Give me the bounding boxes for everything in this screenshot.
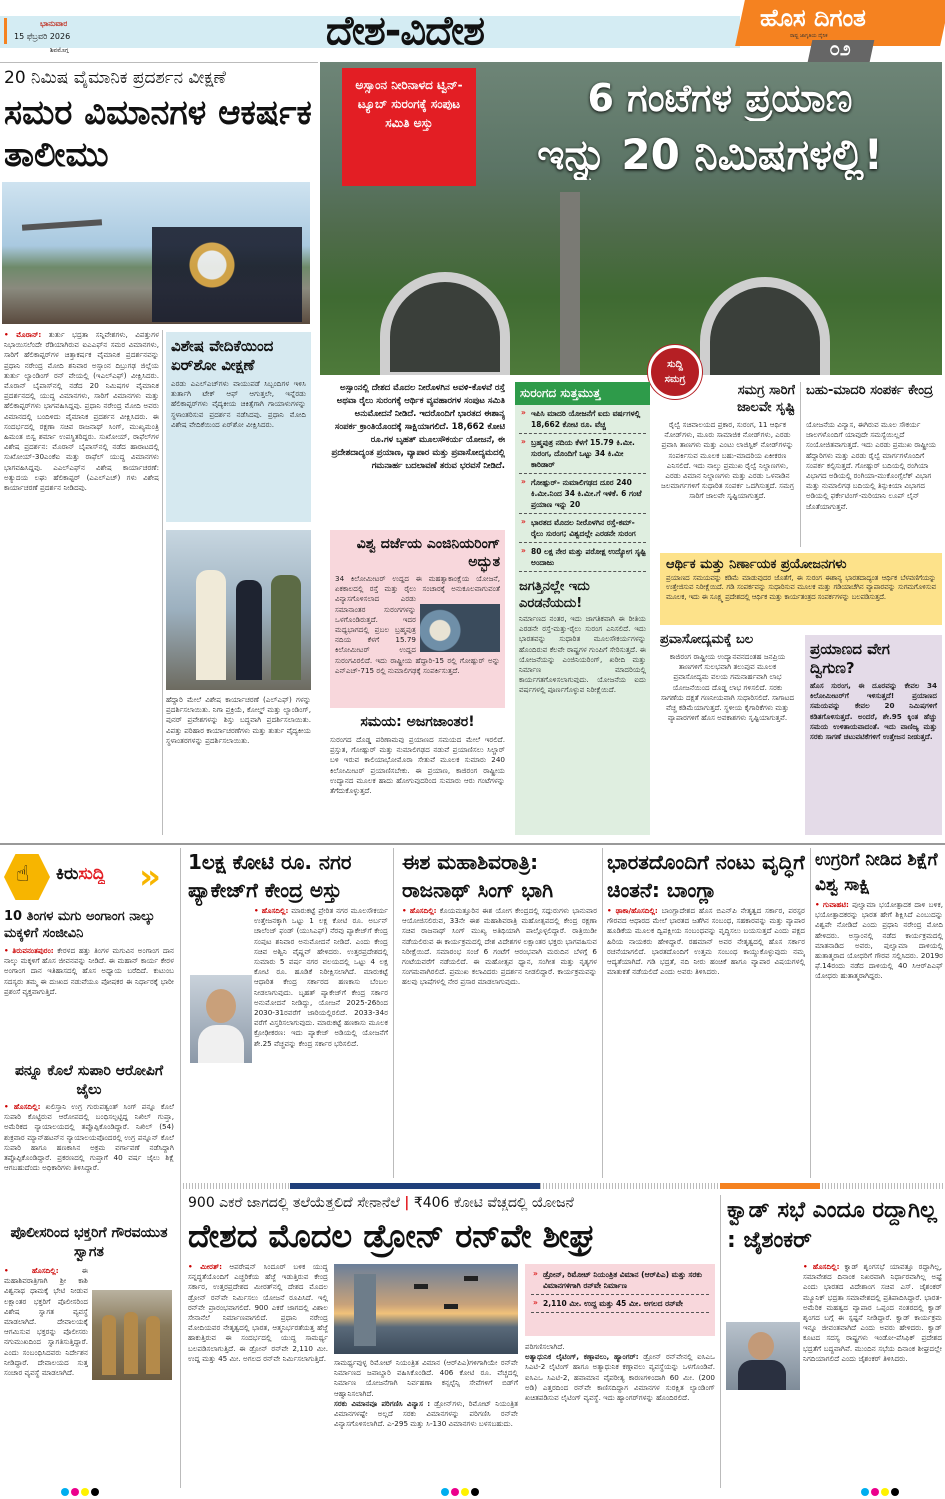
kicker-separator: | [404, 1195, 410, 1211]
kirusuddi-logo: ☝ ಕಿರುಸುದ್ದಿ » [4, 852, 174, 902]
modi-photo-caption: ಹೆದ್ದಾರಿ ಮೇಲೆ ವಿಶೇಷ ಕಾರ್ಯಾಚರಣೆ (ಎಲ್‌ಎಫ್) ಗಳನ್ನು ಪ್ರದರ್ಶಿಸಲಾಯಿತು. ನಿಗಾ ಪ್ರಕ್ರಿಯೆ, ಕೋಲ್ಡ್ ಮತ್ತು ಲ್ಯಾಂಡಿಂಗ್, ಪುನರ್ ಪ್ರವೇಶಗಳನ್ನು ಶಿಸ್ತು ಬದ್ಧವಾಗಿ ಪ್ರದರ್ಶಿಸಲಾಯಿತು. ವಿಪತ್ತು ಪರಿಹಾರ ಕಾರ್ಯಾಚರಣೆಗಳು ಮತ್ತು ತುರ್ತು ವೈದ್ಯಕೀಯ ಸ್ಥಳಾಂತರಗಳನ್ನು ಪ್ರದರ್ಶಿಸಲಾಯಿತು. [166, 695, 311, 745]
drone-fact-item: » ಡ್ರೋನ್, ರಿಮೋಟ್ ನಿಯಂತ್ರಿತ ವಿಮಾನ (ಆರ್‌ಪಿಎ) ಮತ್ತು ಸರಕು ವಿಮಾನಗಳಿಗಾಗಿ ರನ್‌ವೇ ನಿರ್ಮಾಣ [531, 1266, 709, 1295]
kirusuddi-s3-body [4, 1266, 88, 1486]
vaishnaw-photo [190, 975, 252, 1063]
news-story [607, 848, 805, 1178]
airshow-body-text: ತುರ್ತು ಭದ್ರತಾ ಸನ್ನಿವೇಶಗಳು, ವಿಪತ್ತುಗಳ ನಿಭಾಯಿಸಲೆಂದೇ ರೆಡಿಯಾಗಿರುವ ಐಎಎಫ್‌ನ ಸಮರ ವಿಮಾನಗಳು, ಸಾರಿಗೆ ಹೆಲಿಕಾಪ್ಟರ್‌ಗಳ ಚಿತ್ತಾಕರ್ಷಕ ವೈಮಾನಿಕ ಪ್ರದರ್ಶನವನ್ನು ಪ್ರಧಾನಿ ನರೇಂದ್ರ ಮೋದಿ ಶನಿವಾರ ಅಸ್ಸಾಂನ ದಿಬ್ರುಗಢ ಜಿಲ್ಲೆಯ ತುರ್ತು ಲ್ಯಾಂಡಿಂಗ್ ರನ್ ವೇಯಲ್ಲಿ (ಇಎಲ್‌ಎಫ್) ವೀಕ್ಷಿಸಿದರು. ಮೊರಾನ್ ಬೈಪಾಸ್‌ನಲ್ಲಿ ನಡೆದ 20 ನಿಮಿಷಗಳ ವೈಮಾನಿಕ ಪ್ರದರ್ಶನದಲ್ಲಿ ಯುದ್ಧ ವಿಮಾನಗಳು, ಸಾರಿಗೆ ವಿಮಾನಗಳು ಮತ್ತು ಹೆಲಿಕಾಪ್ಟರ್‌ಗಳು ಭಾಗವಹಿಸಿದ್ದವು. ಪ್ರಧಾನಿ ನರೇಂದ್ರ ಮೋದಿ ಅವರು ವಿಮಾನದಲ್ಲಿ ಬಂದಿಳಿದು ವೈಮಾನಿಕ ಪ್ರದರ್ಶನ ವೀಕ್ಷಿಸಿದರು. ಈ ಸಂದರ್ಭದಲ್ಲಿ ರಕ್ಷಣಾ ಸಚಿವ ರಾಜನಾಥ್ ಸಿಂಗ್, ಮುಖ್ಯಮಂತ್ರಿ ಹಿಮಂತ ಬಿಸ್ವ ಶರ್ಮಾ ಉಪಸ್ಥಿತರಿದ್ದರು. ಸುಖೋಯ್, ರಾಫೆಲ್‌ಗಳ ವಿಶೇಷ ಪ್ರದರ್ಶನ: ಮೊರಾನ್ ಬೈಪಾಸ್‌ನಲ್ಲಿ ನಡೆದ ಹಾರಾಟದಲ್ಲಿ ಸುಖೋಯ್-30ಎಂಕೆಐ ಮತ್ತು ರಾಫೆಲ್ ಯುದ್ಧ ವಿಮಾನಗಳು ಭಾಗವಹಿಸಿದ್ದವು. ಎಎಲ್‌ಎಫ್‌ನ ವಿಶೇಷ ಕಾರ್ಯಾಚರಣೆ: ಅತ್ಯುದಯ ಲಘು ಹೆಲಿಕಾಪ್ಟರ್ (ಎಎಲ್‌ಎಚ್) ಗಳು ವಿಶೇಷ ಕಾರ್ಯಾಚರಣೆ ಪ್ರದರ್ಶನ ನೀಡಿದವು. [4, 330, 159, 493]
kirusuddi-logo-2: ಸುದ್ದಿ [78, 864, 106, 884]
hub-title: ಬಹು-ಮಾದರಿ ಸಂಪರ್ಕ ಕೇಂದ್ರ [806, 383, 934, 398]
tunnel-intro: ಅಸ್ಸಾಂನಲ್ಲಿ ದೇಶದ ಮೊದಲ ನೀರೊಳಗಿನ ಅವಳಿ-ಕೊಳವೆ ರಸ್ತೆ ಅಥವಾ ರೈಲು ಸುರಂಗಕ್ಕೆ ಆರ್ಥಿಕ ವ್ಯವಹಾರಗಳ ಸಂಪುಟ ಸಮಿತಿ ಅನುಮೋದನೆ ನೀಡಿದೆ. ಇದರೊಂದಿಗೆ ಭಾರತದ ಈಶಾನ್ಯ ಸಂಪರ್ಕ ಕ್ರಾಂತಿಯೊಂದಕ್ಕೆ ಸಾಕ್ಷಿಯಾಗಲಿದೆ. 18,662 ಕೋಟಿ ರೂ.ಗಳ ಬೃಹತ್ ಮೂಲಸೌಕರ್ಯ ಯೋಜನೆ, ಈ ಪ್ರದೇಶದಾದ್ಯಂತ ಪ್ರಯಾಣ, ವ್ಯಾಪಾರ ಮತ್ತು ಪ್ರವಾಸೋದ್ಯಮದಲ್ಲಿ ಗಮನಾರ್ಹ ಬದಲಾವಣೆ ತರುವ ಭರವಸೆ ನೀಡಿದೆ. [331, 383, 505, 471]
news-headline: ಭಾರತದೊಂದಿಗೆ ನಂಟು ವೃದ್ಧಿಗೆ ಚಿಂತನೆ: ಬಾಂಗ್ಲಾ [607, 850, 805, 902]
kirusuddi-s3-text: ಈ ಮಹಾಶಿವರಾತ್ರಿಗಾಗಿ ಶ್ರೀ ಕಾಶಿ ವಿಶ್ವನಾಥ ಧಾಮಕ್ಕೆ ಭೇಟಿ ನೀಡುವ ಲಕ್ಷಾಂತರ ಭಕ್ತರಿಗೆ ಪೊಲೀಸರಿಂದ ವಿಶೇಷ ಸ್ವಾಗತ ವ್ಯವಸ್ಥೆ ಮಾಡಲಾಗಿದೆ. ದೇವಾಲಯಕ್ಕೆ ಆಗಮಿಸುವ ಭಕ್ತರನ್ನು ಪೊಲೀಸರು ನಗುಮುಖದಿಂದ ಸ್ವಾಗತಿಸುತ್ತಿದ್ದಾರೆ. ಎಂದು ಸಂಬಂಧಿಸಿದವರು ನಿರ್ದೇಶನ ನೀಡಿದ್ದಾರೆ. ದೇವಾಲಯದ ಸುತ್ತ ಸಂಚಾರ ವ್ಯವಸ್ಥೆ ಮಾಡಲಾಗಿದೆ. [4, 1266, 88, 1378]
drone-body-3 [525, 1342, 715, 1488]
time-title: ಸಮಯ: ಅಜಗಜಾಂತರ! [360, 714, 475, 730]
page-number-label: ೦೨ [829, 38, 851, 60]
engineering-title: ವಿಶ್ವ ದರ್ಜೆಯ ಎಂಜಿನಿಯರಿಂಗ್ ಅದ್ಭುತ [356, 536, 500, 570]
news-headline: ಉಗ್ರರಿಗೆ ನೀಡಿದ ಶಿಕ್ಷೆಗೆ ವಿಶ್ವ ಸಾಕ್ಷಿ [815, 850, 938, 895]
kirusuddi-s2-text: ಖಲಿಸ್ತಾನಿ ಉಗ್ರ ಗುರುಪತ್ವಂತ್ ಸಿಂಗ್ ಪನ್ನೂ ಕೊಲೆ ಸುಪಾರಿ ಕೊಟ್ಟಿರುವ ಆರೋಪದಲ್ಲಿ ಬಂಧಿಸಲ್ಪಟ್ಟಿದ್ದ ನಿಖಿಲ್ ಗುಪ್ತಾ, ಅಮೆರಿಕದ ನ್ಯಾಯಾಲಯದಲ್ಲಿ ತಪ್ಪೊಪ್ಪಿಕೊಂಡಿದ್ದಾರೆ. ನಿಖಿಲ್ (54) ಶುಕ್ರವಾರ ಮ್ಯಾನ್‌ಹಟನ್‌ನ ನ್ಯಾಯಾಲಯವೊಂದರಲ್ಲಿ ಉಗ್ರ ಪನ್ನೂನ್ ಕೊಲೆ ಸುಪಾರಿ ಹಾಗೂ ಹಣಕಾಸಿನ ಅಕ್ರಮ ವರ್ಗಾವಣೆ ನಡೆಸಿದ್ದಾಗಿ ತಪ್ಪೊಪ್ಪಿಕೊಂಡಿದ್ದಾರೆ. ಪ್ರಕರಣದಲ್ಲಿ ಗುಪ್ತಾಗೆ 40 ವರ್ಷ ಜೈಲು ಶಿಕ್ಷೆ ಆಗಬಹುದೆಂದು ಅಧಿಕಾರಿಗಳು ತಿಳಿಸಿದ್ದಾರೆ. [4, 1102, 174, 1173]
news-story [402, 848, 597, 1178]
tourism-title: ಪ್ರವಾಸೋದ್ಯಮಕ್ಕೆ ಬಲ [660, 632, 754, 647]
tunnel-headline-1: 6 ಗಂಟೆಗಳ ಪ್ರಯಾಣ [587, 76, 853, 120]
kirusuddi-s3-dateline: • ಹೊಸದಿಲ್ಲಿ: [4, 1266, 59, 1275]
drone-photo [334, 1264, 518, 1354]
hand-icon: ☝ [16, 862, 30, 887]
news-body-text: ಮಾರುಕಟ್ಟೆ ಪ್ರೇರಿತ ನಗರ ಮೂಲಸೌಕರ್ಯ ಉತ್ತೇಜನಕ್ಕಾಗಿ ಒಟ್ಟು 1 ಲಕ್ಷ ಕೋಟಿ ರೂ. ಅರ್ಬನ್ ಚಾಲೆಂಜ್ ಫಂಡ್ (ಯುಸಿಎಫ್) ನೆರವು ಪ್ಯಾಕೇಜ್‌ಗೆ ಕೇಂದ್ರ ಸಂಪುಟ ಶನಿವಾರ ಅನುಮೋದನೆ ನೀಡಿದೆ. ಎಂದು ಕೇಂದ್ರ ಸಚಿವ ಅಶ್ವಿನಿ ವೈಷ್ಣವ್ ಹೇಳಿದರು. ಉತ್ತರಪ್ರದೇಶದಲ್ಲಿ ಸುಮಾರು 5 ವರ್ಷ ನಗರ ವಲಯದಲ್ಲಿ ಒಟ್ಟು 4 ಲಕ್ಷ ಕೋಟಿ ರೂ. ಹೂಡಿಕೆ ನಿರೀಕ್ಷಿಸಲಾಗಿದೆ. ಮಾರುಕಟ್ಟೆ ಆಧಾರಿತ ಕೇಂದ್ರ ಸರ್ಕಾರದ ಹಣಕಾಸು ಬೆಂಬಲ ನೀಡಲಾಗುವುದು. ಬೃಹತ್ ಪ್ಯಾಕೇಜ್‌ಗೆ ಕೇಂದ್ರ ಸರ್ಕಾರ ಅನುಮೋದನೆ ನೀಡಿದ್ದು, ಯೋಜನೆ 2025-26ರಿಂದ 2030-31ರವರೆಗೆ ಜಾರಿಯಲ್ಲಿರಲಿದೆ. 2033-34ರ ವರೆಗೆ ವಿಸ್ತರಿಸಲಾಗುವುದು. ಮಾರುಕಟ್ಟೆ ಹಣಕಾಸು ಮೂಲಕ ಕ್ರೋಢೀಕರಣ: ಇದು ಪ್ಯಾಕೇಜ್ ಅಡಿಯಲ್ಲಿ ಯೋಜನೆಗೆ ಶೇ.25 ವೆಚ್ಚವನ್ನು ಕೇಂದ್ರ ಸರ್ಕಾರ ಭರಿಸಲಿದೆ. [254, 906, 388, 1048]
network-title: ಸಮಗ್ರ ಸಾರಿಗೆ ಜಾಲವೇ ಸೃಷ್ಟಿ [737, 383, 795, 415]
registration-marks [60, 1488, 100, 1496]
benefits-box [660, 553, 942, 625]
speed-title: ಪ್ರಯಾಣದ ವೇಗ ದ್ವಿಗುಣ? [810, 640, 890, 677]
news-body-text: ಕೊಯಮತ್ತೂರಿನ ಈಶ ಯೋಗ ಕೇಂದ್ರದಲ್ಲಿ ಸದ್ಗುರುಗಳು ಭಾನುವಾರ ಆಯೋಜಿಸಲಿರುವ, 33ನೇ ಈಶ ಮಹಾಶಿವರಾತ್ರಿ ಮಹೋತ್ಸವದಲ್ಲಿ ಕೇಂದ್ರ ರಕ್ಷಣಾ ಸಚಿವ ರಾಜನಾಥ್ ಸಿಂಗ್ ಮುಖ್ಯ ಅತಿಥಿಯಾಗಿ ಪಾಲ್ಗೊಳ್ಳಲಿದ್ದಾರೆ. ರಾತ್ರಿಯಿಡೀ ನಡೆಯಲಿರುವ ಈ ಕಾರ್ಯಕ್ರಮದಲ್ಲಿ ದೇಶ ವಿದೇಶಗಳ ಲಕ್ಷಾಂತರ ಭಕ್ತರು ಭಾಗವಹಿಸುವ ನಿರೀಕ್ಷೆಯಿದೆ. ಸಮಾರಂಭ ಸಂಜೆ 6 ಗಂಟೆಗೆ ಆರಂಭವಾಗಿ ಮರುದಿನ ಬೆಳಗ್ಗೆ 6 ಗಂಟೆಯವರೆಗೆ ನಡೆಯಲಿದೆ. ಈ ಮಹೋತ್ಸವ ಧ್ಯಾನ, ಸಂಗೀತ ಮತ್ತು ನೃತ್ಯಗಳ ಸಂಗಮವಾಗಿರಲಿದೆ. ಪ್ರಮುಖ ಕಲಾವಿದರು ಪ್ರದರ್ಶನ ನೀಡಲಿದ್ದಾರೆ. ಕಾರ್ಯಕ್ರಮವನ್ನು ಹಲವು ಭಾಷೆಗಳಲ್ಲಿ ನೇರ ಪ್ರಸಾರ ಮಾಡಲಾಗುವುದು. [402, 906, 597, 987]
registration-marks-right [860, 1488, 900, 1496]
tunnel-fact-item: » ಗೋಹ್ಪುರ್- ನುಮಾಲಿಗಢದ ದೂರ 240 ಕಿ.ಮೀ.ನಿಂದ 34 ಕಿ.ಮೀ.ಗೆ ಇಳಿಕೆ. 6 ಗಂಟೆ ಪ್ರಯಾಣ ಇನ್ನು 20 [519, 474, 646, 514]
issue-day: ಭಾನುವಾರ [40, 19, 68, 28]
kirusuddi-s3-title: ಪೊಲೀಸರಿಂದ ಭಕ್ತರಿಗೆ ಗೌರವಯುತ ಸ್ವಾಗತ [10, 1225, 168, 1260]
drone-kicker-1: 900 ಎಕರೆ ಜಾಗದಲ್ಲಿ ತಲೆಯೆತ್ತಲಿದೆ ಸೇನಾನೆಲೆ [188, 1195, 400, 1211]
benefits-title: ಆರ್ಥಿಕ ಮತ್ತು ನಿರ್ಣಾಯಕ ಪ್ರಯೋಜನಗಳು [666, 557, 847, 572]
drone-body-3-text: ಡ್ರೋನ್‌ಗಳು, ರಿಮೋಟ್ ನಿಯಂತ್ರಿತ ವಿಮಾನಗಳಷ್ಟೇ ಅಲ್ಲದೆ ಸರಕು ವಿಮಾನಗಳನ್ನು ಪರಿಗಣಿಸಿ ರನ್‌ವೇ ವಿನ್ಯಾಸಗೊಳಿಸಲಾಗಿದೆ. ಎ-295 ಮತ್ತು ಸಿ-130 ವಿಮಾನಗಳು ಬಳಸಬಹುದು. [334, 1398, 518, 1429]
drone-subhead-lighting: ಅತ್ಯಾಧುನಿಕ ಲೈಟಿಂಗ್, ಕಣ್ಗಾವಲು, ಹ್ಯಾಂಗರ್: [525, 1352, 639, 1362]
issue-city: ಶಿವಮೊಗ್ಗ [50, 47, 69, 54]
kirusuddi-s2-body [4, 1102, 174, 1220]
tunnel-red-box-text: ಅಸ್ಸಾಂನ ನೀರಿನಾಳದ ಟ್ವಿನ್-ಟ್ಯೂಬ್ ಸುರಂಗಕ್ಕೆ ಸಂಪುಟ ಸಮಿತಿ ಅಸ್ತು [355, 78, 463, 130]
second-tunnel-body: ನಿರ್ಮಾಣದ ನಂತರ, ಇದು ಜಾಗತಿಕವಾಗಿ ಈ ರೀತಿಯ ಎರಡನೇ ರಸ್ತೆ-ಮತ್ತು-ರೈಲು ಸುರಂಗ ಎನಿಸಲಿದೆ. ಇದು ಭಾರತವನ್ನು ಸುಧಾರಿತ ಮೂಲಸೌಕರ್ಯಗಳನ್ನು ಹೊಂದಿರುವ ಕೆಲವೇ ರಾಷ್ಟ್ರಗಳ ಗುಂಪಿಗೆ ಸೇರಿಸುತ್ತದೆ. ಈ ಯೋಜನೆಯನ್ನು ಎಂಜಿನಿಯರಿಂಗ್, ಖರೀದಿ ಮತ್ತು ನಿರ್ಮಾಣ ಮಾದರಿಯಲ್ಲಿ ಕಾರ್ಯಗತಗೊಳಿಸಲಾಗುವುದು. ಯೋಜನೆಯ ಐದು ವರ್ಷಗಳಲ್ಲಿ ಪೂರ್ಣಗೊಳ್ಳುವ ನಿರೀಕ್ಷೆಯಿದೆ. [519, 614, 646, 695]
airshow-box-body: ಎರಡು ಎಎಲ್‌ಎಚ್‌ಗಳು ವಾಯುಪಡೆ ಸಿಬ್ಬಂದಿಗಳ ಇಳಿಸಿ ತುರ್ತಾಗಿ ಟೇಕ್ ಆಫ್ ಆಗುತ್ತಲೇ, ಇನ್ನೆರಡು ಹೆಲಿಕಾಪ್ಟರ್‌ಗಳು ವೈದ್ಯಕೀಯ ಚಿಕಿತ್ಸೆಗಾಗಿ ಗಾಯಾಳುಗಳನ್ನು ಸ್ಥಳಾಂತರಿಸುವ ಪ್ರದರ್ಶನ ನಡೆಸಿದವು. ಪ್ರಧಾನಿ ಮೋದಿ ವಿಶೇಷ ವೇದಿಕೆಯಿಂದ ಏರ್‌ಶೋ ವೀಕ್ಷಿಸಿದರು. [171, 379, 306, 429]
airshow-dateline: • ಮೊರಾನ್: [4, 330, 42, 339]
speed-body: ಹೊಸ ಸುರಂಗ, ಈ ದೂರವನ್ನು ಕೇವಲ 34 ಕಿಲೋಮೀಟರ್‌ಗೆ ಇಳಿಸುತ್ತದೆ! ಪ್ರಯಾಣದ ಸಮಯವನ್ನು ಕೇವಲ 20 ನಿಮಿಷಗಳಿಗೆ ಕಡಿತಗೊಳಿಸುತ್ತದೆ. ಅಂದರೆ, ಶೇ.95 ಕ್ಕಿಂತ ಹೆಚ್ಚು ಸಮಯ ಉಳಿತಾಯವಾದಂತೆ. ಇದು ವಾಣಿಜ್ಯ ಮತ್ತು ಸರಕು ಸಾಗಣೆ ಚಟುವಟಿಕೆಗಳಿಗೆ ಉತ್ತೇಜನ ನೀಡುತ್ತದೆ. [810, 681, 937, 742]
drone-body-1 [188, 1262, 328, 1487]
news-dateline: • ಹೊಸದಿಲ್ಲಿ: [254, 906, 289, 915]
engineering-box [330, 530, 505, 708]
kirusuddi-s1-dateline: • ತಿರುವನಂತಪುರಂ: [4, 946, 54, 955]
time-body: ಸುರಂಗದ ದೊಡ್ಡ ಪರಿಣಾಮವು ಪ್ರಯಾಣದ ಸಮಯದ ಮೇಲೆ ಇರಲಿದೆ. ಪ್ರಸ್ತುತ, ಗೋಹ್ಪುರ್ ಮತ್ತು ನುಮಾಲಿಗಢದ ನಡುವೆ ಪ್ರಯಾಣಿಸಲು ಸಿಲ್ಚಾರ್ ಬಳಿ ಇರುವ ಕಾಲಿಯಾಭೋಮೊರಾ ಸೇತುವೆ ಮೂಲಕ ಸುಮಾರು 240 ಕಿಲೋಮೀಟರ್ ಪ್ರಯಾಣಿಸಬೇಕು. ಈ ಪ್ರಯಾಣ, ಕಾಜಿರಂಗ ರಾಷ್ಟ್ರೀಯ ಉದ್ಯಾನದ ಮೂಲಕ ಹಾದು ಹೋಗುವುದರಿಂದ ಸುಮಾರು ಆರು ಗಂಟೆಗಳನ್ನು ತೆಗೆದುಕೊಳ್ಳುತ್ತದೆ. [330, 735, 505, 796]
modi-photo [166, 530, 311, 690]
newspaper-logo: ಹೊಸ ದಿಗಂತ [760, 4, 866, 32]
kirusuddi-s2-title: ಪನ್ನೂ ಕೊಲೆ ಸುಪಾರಿ ಆರೋಪಿಗೆ ಜೈಲು [14, 1063, 164, 1098]
news-dateline: • ಗುವಾಹಟಿ: [815, 900, 849, 909]
kirusuddi-s1-text: ಕೇರಳದ ಹತ್ತು ತಿಂಗಳ ಮಗುವಿನ ಅಂಗಾಂಗ ದಾನ ನಾಲ್ಕು ಮಕ್ಕಳಿಗೆ ಹೊಸ ಜೀವನವನ್ನು ನೀಡಿದೆ. ಈ ಮಹಾನ್ ಕಾರ್ಯ ಕೇರಳ ಅಂಗಾಂಗ ದಾನ ಇತಿಹಾಸದಲ್ಲಿ ಹೊಸ ಅಧ್ಯಾಯ ಬರೆದಿದೆ. ಕುಟುಂಬ ಸದಸ್ಯರು ತಮ್ಮ ಈ ದುಃಖದ ನಡುವೆಯೂ ಪೋಷಕರ ಈ ನಿರ್ಧಾರಕ್ಕೆ ಭಾರೀ ಪ್ರಶಂಸೆ ವ್ಯಕ್ತವಾಗುತ್ತಿದೆ. [4, 946, 174, 996]
airshow-box [166, 332, 311, 522]
tunnel-fact-item: » ಇಪಿಸಿ ಮಾದರಿ ಯೋಜನೆಗೆ ಐದು ವರ್ಷಗಳಲ್ಲಿ 18,662 ಕೋಟಿ ರೂ. ವೆಚ್ಚ [519, 405, 646, 434]
tunnel-facts-title: ಸುರಂಗದ ಸುತ್ತಮುತ್ತ [515, 382, 650, 405]
drone-headline: ದೇಶದ ಮೊದಲ ಡ್ರೋನ್ ರನ್‌ವೇ ಶೀಘ್ರ [188, 1217, 595, 1255]
news-body [815, 900, 943, 982]
speed-box [805, 635, 942, 835]
drone-body-4-text: ಪರಿಗಣಿಸಲಾಗಿದೆ. [525, 1342, 565, 1351]
airshow-headline: ಸಮರ ವಿಮಾನಗಳ ಆಕರ್ಷಕ ತಾಲೀಮು [4, 93, 312, 175]
news-dateline: • ಢಾಕಾ/ಹೊಸದಿಲ್ಲಿ: [607, 906, 658, 915]
quad-body [727, 1262, 942, 1487]
hub-body: ಯೋಜನೆಯ ವಿನ್ಯಾಸ, ಈಗಿರುವ ಮೂಲ ಸೌಕರ್ಯ ಜಾಲಗಳೊಂದಿಗೆ ಯಾವುದೇ ಸಮಸ್ಯೆಯಿಲ್ಲದೆ ಸಂಯೋಜಿತವಾಗುತ್ತದೆ. ಇದು ಎರಡು ಪ್ರಮುಖ ರಾಷ್ಟ್ರೀಯ ಹೆದ್ದಾರಿಗಳು ಮತ್ತು ಎರಡು ರೈಲ್ವೆ ಮಾರ್ಗಗಳೊಂದಿಗೆ ಸಂಪರ್ಕ ಕಲ್ಪಿಸುತ್ತದೆ. ಗೋಹ್ಪುರ್ ಬದಿಯಲ್ಲಿ ರಂಗಿಯಾ ವಿಭಾಗದ ಅಡಿಯಲ್ಲಿ ರಂಗಿಯಾ-ಮುಕೊಂಗ್ಸೆಲೆಕ್ ವಿಭಾಗ ಮತ್ತು ನುಮಾಲಿಗಢ ಬದಿಯಲ್ಲಿ ತಿನ್ಸುಕಿಯಾ ವಿಭಾಗದ ಅಡಿಯಲ್ಲಿ ಫರ್ಕೇಟಿಂಗ್-ಮರಿಯಾನಿ ಲೂಪ್ ಲೈನ್ ಜೊತೆಯಾಗುತ್ತವೆ. [806, 420, 937, 511]
news-body-text: ಪುಲ್ವಾಮಾ ಭಯೋತ್ಪಾದಕ ದಾಳಿ ಬಳಿಕ, ಭಯೋತ್ಪಾದಕರನ್ನು ಭಾರತ ಹೇಗೆ ಶಿಕ್ಷಿಸಿದೆ ಎಂಬುದನ್ನು ವಿಶ್ವವೇ ನೋಡಿದೆ ಎಂದು ಪ್ರಧಾನಿ ನರೇಂದ್ರ ಮೋದಿ ಹೇಳಿದರು. ಅಸ್ಸಾಂನಲ್ಲಿ ನಡೆದ ಕಾರ್ಯಕ್ರಮದಲ್ಲಿ ಮಾತನಾಡಿದ ಅವರು, ಪುಲ್ವಾಮಾ ದಾಳಿಯಲ್ಲಿ ಹುತಾತ್ಮರಾದ ಯೋಧರಿಗೆ ಗೌರವ ಸಲ್ಲಿಸಿದರು. 2019ರ ಫೆ.14ರಂದು ನಡೆದ ದಾಳಿಯಲ್ಲಿ 40 ಸಿಆರ್‌ಪಿಎಫ್ ಯೋಧರು ಹುತಾತ್ಮರಾಗಿದ್ದರು. [815, 900, 943, 981]
quad-body-text: ಕ್ವಾಡ್ ಶೃಂಗಸಭೆ ಯಾವತ್ತೂ ರದ್ದಾಗಿಲ್ಲ, ಸಮಾವೇಶದ ದಿನಾಂಕ ನಿಖರವಾಗಿ ನಿರ್ಧಾರವಾಗಿಲ್ಲ ಅಷ್ಟೆ ಎಂದು ಭಾರತದ ವಿದೇಶಾಂಗ ಸಚಿವ ಎಸ್. ಜೈಶಂಕರ್ ಮ್ಯೂನಿಕ್ ಭದ್ರತಾ ಸಮಾವೇಶದಲ್ಲಿ ಪ್ರತಿಪಾದಿಸಿದ್ದಾರೆ. ಭಾರತ-ಅಮೆರಿಕ ಮಹತ್ವದ ವ್ಯಾಪಾರ ಒಪ್ಪಂದ ನಂತರದಲ್ಲಿ ಕ್ವಾಡ್ ಶೃಂಗದ ಬಗ್ಗೆ ಈ ಸ್ಪಷ್ಟನೆ ನೀಡಿದ್ದಾರೆ. ಕ್ವಾಡ್ ಕಾರ್ಯಕ್ರಮ ಇನ್ನೂ ಜೀವಂತವಾಗಿದೆ ಎಂದು ಅವರು ಹೇಳಿದರು. ಕ್ವಾಡ್ ಕೂಟದ ಸದಸ್ಯ ರಾಷ್ಟ್ರಗಳು ಇಂಡೋ-ಪೆಸಿಫಿಕ್ ಪ್ರದೇಶದ ಭದ್ರತೆಗೆ ಬದ್ಧವಾಗಿವೆ. ಮುಂದಿನ ಸಭೆಯ ದಿನಾಂಕ ಶೀಘ್ರದಲ್ಲೇ ನಿಗದಿಯಾಗಲಿದೆ ಎಂದು ಜೈಶಂಕರ್ ತಿಳಿಸಿದರು. [803, 1262, 942, 1363]
airshow-body [4, 330, 159, 835]
drone-fact-item: » 2,110 ಮೀ. ಉದ್ದ ಮತ್ತು 45 ಮೀ. ಅಗಲದ ರನ್‌ವೇ [531, 1295, 709, 1313]
tunnel-fact-item: » ಭಾರತದ ಮೊದಲ ನೀರೊಳಗಿನ ರಸ್ತೆ-ಕಮ್-ರೈಲು ಸುರಂಗ; ವಿಶ್ವದಲ್ಲೇ ಎರಡನೇ ಸುರಂಗ [519, 514, 646, 543]
news-story [815, 848, 943, 1178]
kirusuddi-s1-body [4, 946, 174, 1056]
drone-subhead-cargo: ಸರಕು ವಿಮಾನವೂ ಪರಿಗಣಿಸಿ ವಿನ್ಯಾಸ : [334, 1398, 431, 1408]
airshow-photo [2, 182, 310, 324]
network-body: ರೈಲ್ವೆ ಸಚಿವಾಲಯದ ಪ್ರಕಾರ, ಸುರಂಗ, 11 ಆರ್ಥಿಕ ನೋಡ್‌ಗಳು, ಮೂರು ಸಾಮಾಜಿಕ ನೋಡ್‌ಗಳು, ಎರಡು ಪ್ರವಾಸಿ ತಾಣಗಳು ಮತ್ತು ಎಂಟು ಲಾಜಿಸ್ಟಿಕ್ ನೋಡ್‌ಗಳನ್ನು ಸಂಪರ್ಕಿಸುವ ಮೂಲಕ ಬಹು-ಮಾದರಿಯ ಏಕೀಕರಣ ಎನಿಸಲಿದೆ. ಇದು ನಾಲ್ಕು ಪ್ರಮುಖ ರೈಲ್ವೆ ನಿಲ್ದಾಣಗಳು, ಎರಡು ವಿಮಾನ ನಿಲ್ದಾಣಗಳು ಮತ್ತು ಎರಡು ಒಳನಾಡಿನ ಜಲಮಾರ್ಗಗಳಿಗೆ ಸುಧಾರಿತ ಸಂಪರ್ಕ ಒದಗಿಸುತ್ತದೆ. ಸಮಗ್ರ ಸಾರಿಗೆ ಜಾಲವೇ ಸೃಷ್ಟಿಯಾಗುತ್ತದೆ. [660, 420, 795, 501]
tunnel-fact-item: » 80 ಲಕ್ಷ ನೇರ ಮತ್ತು ಪರೋಕ್ಷ ಉದ್ಯೋಗ ಸೃಷ್ಟಿ ಅಂದಾಜು [519, 543, 646, 572]
kirusuddi-s2-dateline: • ಹೊಸದಿಲ್ಲಿ: [4, 1102, 41, 1111]
tunnel-red-box [342, 68, 476, 186]
drone-body-5-text: ಡ್ರೋನ್ ರನ್‌ವೇನಲ್ಲಿ ಐಸಿಎಒ ಸಿಎಟಿ-2 ಲೈಟಿಂಗ್ ಹಾಗೂ ಅತ್ಯಾಧುನಿಕ ಕಣ್ಗಾವಲು ವ್ಯವಸ್ಥೆಯನ್ನು ಒಳಗೊಂಡಿವೆ. ಐಸಿಎಒ ಸಿಎಟಿ-2, ಹವಾಮಾನ ವೈಪರೀತ್ಯ ಕಾರಣಗಳಿಂದಾಗಿ 60 ಮೀ. (200 ಅಡಿ) ಎತ್ತರದಿಂದ ರನ್‌ವೇ ಕಾಣಿಸದಿದ್ದಾಗ ವಿಮಾನಗಳ ಸುರಕ್ಷಿತ ಲ್ಯಾಂಡಿಂಗ್ ಖಚಿತಪಡಿಸುವ ಲೈಟಿಂಗ್ ವ್ಯವಸ್ಥೆ. ಇದು ಹ್ಯಾಂಗರ್‌ಗಳನ್ನು ಹೊಂದಿರಲಿದೆ. [525, 1352, 715, 1403]
tunnel-fact-item: » ಬ್ರಹ್ಮಪುತ್ರ ನದಿಯ ಕೆಳಗೆ 15.79 ಕಿ.ಮೀ. ಸುರಂಗ, ದೊಂದಿಗೆ ಒಟ್ಟು 34 ಕಿ.ಮೀ ಕಾರಿಡಾರ್ [519, 434, 646, 474]
police-photo [92, 1290, 172, 1380]
drone-body-2 [334, 1358, 518, 1488]
quad-headline: ಕ್ವಾಡ್ ಸಭೆ ಎಂದೂ ರದ್ದಾಗಿಲ್ಲ : ಜೈಶಂಕರ್ [727, 1198, 937, 1253]
news-dateline: • ಹೊಸದಿಲ್ಲಿ: [402, 906, 437, 915]
section-title: ದೇಶ-ವಿದೇಶ [325, 8, 485, 54]
drone-kicker [188, 1195, 718, 1211]
sudhi-samagra-badge [648, 345, 702, 399]
masthead [0, 0, 945, 62]
benefits-body: ಪ್ರಯಾಣದ ಸಮಯವನ್ನು ಕಡಿಮೆ ಮಾಡುವುದರ ಜೊತೆಗೆ, ಈ ಸುರಂಗ ಈಶಾನ್ಯ ಭಾರತದಾದ್ಯಂತ ಆರ್ಥಿಕ ಬೆಳವಣಿಗೆಯನ್ನು ಉತ್ತೇಜಿಸುವ ನಿರೀಕ್ಷೆಯಿದೆ. ಗಡಿ ಸಂಪರ್ಕವನ್ನು ಸುಧಾರಿಸುವ ಮೂಲಕ ಮತ್ತು ಗಡಿಯಾಚೆಗಿನ ವ್ಯಾಪಾರವನ್ನು ಸುಗಮಗೊಳಿಸುವ ಮೂಲಕ, ಇದು ಈ ಸೂಕ್ಷ್ಮ ಪ್ರದೇಶದಲ್ಲಿ ಆರ್ಥಿಕ ಮತ್ತು ಕಾರ್ಯತಂತ್ರದ ಸಂಪರ್ಕಗಳನ್ನು ಬಲಪಡಿಸುತ್ತದೆ. [666, 574, 936, 601]
badge-text-2: ಸಮಗ್ರ [664, 374, 686, 385]
registration-marks-center [440, 1488, 480, 1496]
tunnel-headline-2: ಇನ್ನು 20 ನಿಮಿಷಗಳಲ್ಲಿ! [537, 130, 883, 179]
kirusuddi-s1-title: 10 ತಿಂಗಳ ಮಗು ಅಂಗಾಂಗ ನಾಲ್ಕು ಮಕ್ಕಳಿಗೆ ಸಂಜೀವಿನಿ [4, 909, 155, 941]
news-body-text: ಬಾಂಗ್ಲಾದೇಶದ ಹೊಸ ಬಿಎನ್‌ಪಿ ನೇತೃತ್ವದ ಸರ್ಕಾರ, ಪರಸ್ಪರ ಗೌರವದ ಆಧಾರದ ಮೇಲೆ ಭಾರತದ ಜತೆಗಿನ ಸಂಬಂಧ, ಸಹಕಾರವನ್ನು ಮತ್ತು ವ್ಯಾಪಾರ ಹೂಡಿಕೆಯ ಮೂಲಕ ದ್ವಿಪಕ್ಷೀಯ ಸಂಬಂಧವನ್ನು ವೃದ್ಧಿಸಲು ಬಯಸುತ್ತದೆ ಎಂದು ಪಕ್ಷದ ಹಿರಿಯ ನಾಯಕರು ಹೇಳಿದ್ದಾರೆ. ರಹಮಾನ್ ಅವರ ನೇತೃತ್ವದಲ್ಲಿ ಹೊಸ ಸರ್ಕಾರ ರಚನೆಯಾಗಲಿದೆ. ಭಾರತದೊಂದಿಗೆ ಉತ್ತಮ ಸಂಬಂಧ ಕಾಯ್ದುಕೊಳ್ಳುವುದು ನಮ್ಮ ಆದ್ಯತೆಯಾಗಿದೆ. ಗಡಿ ಭದ್ರತೆ, ನದಿ ನೀರು ಹಂಚಿಕೆ ಹಾಗೂ ವ್ಯಾಪಾರ ವಿಷಯಗಳಲ್ಲಿ ಮಾತುಕತೆ ನಡೆಯಲಿದೆ ಎಂದು ಅವರು ತಿಳಿಸಿದರು. [607, 906, 805, 977]
engineering-body: 34 ಕಿಲೋಮೀಟರ್ ಉದ್ದದ ಈ ಮಹತ್ವಾಕಾಂಕ್ಷೆಯ ಯೋಜನೆ, ಏಕಕಾಲದಲ್ಲಿ ರಸ್ತೆ ಮತ್ತು ರೈಲು ಸಂಚಾರಕ್ಕೆ ಅನುಕೂಲವಾಗುವಂತೆ ವಿನ್ಯಾಸಗೊಳಿಸಲಾದ ಎರಡು ಸಮಾನಾಂತರ ಸುರಂಗಗಳನ್ನು ಒಳಗೊಂಡಿರುತ್ತದೆ. ಇದರ ಮಧ್ಯಭಾಗದಲ್ಲಿ ಪ್ರಬಲ ಬ್ರಹ್ಮಪುತ್ರ ನದಿಯ ಕೆಳಗೆ 15.79 ಕಿಲೋಮೀಟರ್ ಉದ್ದದ ಸುರಂಗವಿರಲಿದೆ. ಇದು ರಾಷ್ಟ್ರೀಯ ಹೆದ್ದಾರಿ-15 ರಲ್ಲಿ ಗೋಹ್ಪುರ್ ಅನ್ನು ಎನ್‌ಎಚ್-715 ರಲ್ಲಿ ನುಮಾಲಿಗಢಕ್ಕೆ ಸಂಪರ್ಕಿಸುತ್ತದೆ. [335, 574, 500, 675]
kirusuddi-logo-1: ಕಿರು [56, 864, 79, 884]
airshow-kicker: 20 ನಿಮಿಷ ವೈಮಾನಿಕ ಪ್ರದರ್ಶನ ವೀಕ್ಷಣೆ [4, 68, 226, 88]
tunnel-inset-photo [420, 604, 500, 652]
quad-dateline: • ಹೊಸದಿಲ್ಲಿ: [803, 1262, 840, 1271]
drone-body-2-text: ಸಾಮರ್ಥ್ಯವುಳ್ಳ ರಿಮೋಟ್ ನಿಯಂತ್ರಿತ ವಿಮಾನ (ಆರ್‌ಪಿಎ)ಗಳಿಗಾಗಿಯೇ ರನ್‌ವೇ ನಿರ್ಮಾಣದ ಜವಾಬ್ದಾರಿ ವಹಿಸಿಕೊಂಡಿದೆ. 406 ಕೋಟಿ ರೂ. ವೆಚ್ಚದಲ್ಲಿ ನಿರ್ಮಾಣ ಯೋಜನೆಗಾಗಿ ನಿರ್ವಹಣಾ ಕನ್ಸಲ್ಟೆನ್ಸಿ ಸೇವೆಗಳಿಗೆ ಬಿಡ್‌ಗೆ ಆಹ್ವಾನಿಸಲಾಗಿದೆ. [334, 1358, 518, 1398]
news-body [607, 906, 805, 977]
news-headline: 1ಲಕ್ಷ ಕೋಟಿ ರೂ. ನಗರ ಪ್ಯಾಕೇಜ್‌ಗೆ ಕೇಂದ್ರ ಅಸ್ತು [188, 850, 352, 902]
badge-text-1: ಸುದ್ದಿ [667, 359, 683, 370]
drone-facts-box [525, 1264, 715, 1336]
second-tunnel-title: ಜಗತ್ತಿನಲ್ಲೇ ಇದು ಎರಡನೆಯದು! [519, 579, 590, 611]
issue-date: 15 ಫೆಬ್ರವರಿ 2026 [14, 32, 71, 41]
airshow-box-title: ವಿಶೇಷ ವೇದಿಕೆಯಿಂದ ಏರ್‌ಶೋ ವೀಕ್ಷಣೆ [171, 337, 274, 374]
tourism-body: ಕಾಜಿರಂಗ ರಾಷ್ಟ್ರೀಯ ಉದ್ಯಾನವನದಂತಹ ಜನಪ್ರಿಯ ತಾಣಗಳಿಗೆ ಸುಲಭವಾಗಿ ತಲುಪುವ ಮೂಲಕ ಪ್ರವಾಸೋದ್ಯಮ ವಲಯ ಗಮನಾರ್ಹವಾಗಿ ಲಾಭ ಯೋಜನೆಯಿಂದ ದೊಡ್ಡ ಲಾಭ ಗಳಿಸಲಿದೆ. ಸರಕು ಸಾಗಣೆಯ ದಕ್ಷತೆ ಗಣನೀಯವಾಗಿ ಸುಧಾರಿಸಲಿದೆ. ಸಾಗಾಟದ ವೆಚ್ಚ ಕಡಿಮೆಯಾಗುತ್ತದೆ. ಸ್ಥಳೀಯ ಕೈಗಾರಿಕೆಗಳು ಮತ್ತು ವ್ಯಾಪಾರಗಳಿಗೆ ಹೊಸ ಅವಕಾಶಗಳು ಸೃಷ್ಟಿಯಾಗುತ್ತವೆ. [660, 652, 795, 723]
news-headline: ಈಶ ಮಹಾಶಿವರಾತ್ರಿ: ರಾಜನಾಥ್ ಸಿಂಗ್ ಭಾಗಿ [402, 850, 554, 902]
drone-kicker-2: ₹406 ಕೋಟಿ ವೆಚ್ಚದಲ್ಲಿ ಯೋಜನೆ [413, 1195, 574, 1211]
tunnel-facts-box [515, 382, 650, 835]
news-body [402, 906, 597, 988]
logo-tagline: ರಾಷ್ಟ್ರ ಜಾಗೃತಿಯ ದೈನಿಕ [790, 33, 828, 39]
drone-body-1-text: ಆಪರೇಷನ್ ಸಿಂದೂರ್ ಬಳಿಕ ಯುದ್ಧ ಸನ್ನದ್ಧತೆಯೊಂದಿಗೆ ಎಚ್ಚರಿಕೆಯ ಹೆಜ್ಜೆ ಇಡುತ್ತಿರುವ ಕೇಂದ್ರ ಸರ್ಕಾರ, ಉತ್ತರಪ್ರದೇಶದ ಮೀರತ್‌ನಲ್ಲಿ ದೇಶದ ಮೊದಲ ಡ್ರೋನ್ ರನ್‌ವೇ ನಿರ್ಮಿಸಲು ಯೋಜನೆ ರೂಪಿಸಿದೆ. ಇಲ್ಲಿ ರನ್‌ವೇ ಪ್ರಾರಂಭವಾಗಲಿದೆ. 900 ಎಕರೆ ಜಾಗದಲ್ಲಿ ವಿಶಾಲ ಸೇನಾನೆಲೆ ನಿರ್ಮಾಣವಾಗಲಿದೆ. ಪ್ರಧಾನಿ ನರೇಂದ್ರ ಮೋದಿಯವರ ನೇತೃತ್ವದಲ್ಲಿ ಭಾರತ, ಆತ್ಮನಿರ್ಭರತೆಯತ್ತ ಹೆಜ್ಜೆ ಹಾಕುತ್ತಿರುವ ಈ ಸಂದರ್ಭದಲ್ಲಿ ಯುದ್ಧ ಸಾಮರ್ಥ್ಯ ಬಲಪಡಿಸಲಾಗುತ್ತಿದೆ. ಈ ಡ್ರೋನ್ ರನ್‌ವೇ 2,110 ಮೀ. ಉದ್ದ ಮತ್ತು 45 ಮೀ. ಅಗಲದ ರನ್‌ವೇ ನಿರ್ಮಿಸಲಾಗುತ್ತಿದೆ. [188, 1262, 328, 1363]
drone-dateline: • ಮೀರತ್: [188, 1262, 222, 1271]
